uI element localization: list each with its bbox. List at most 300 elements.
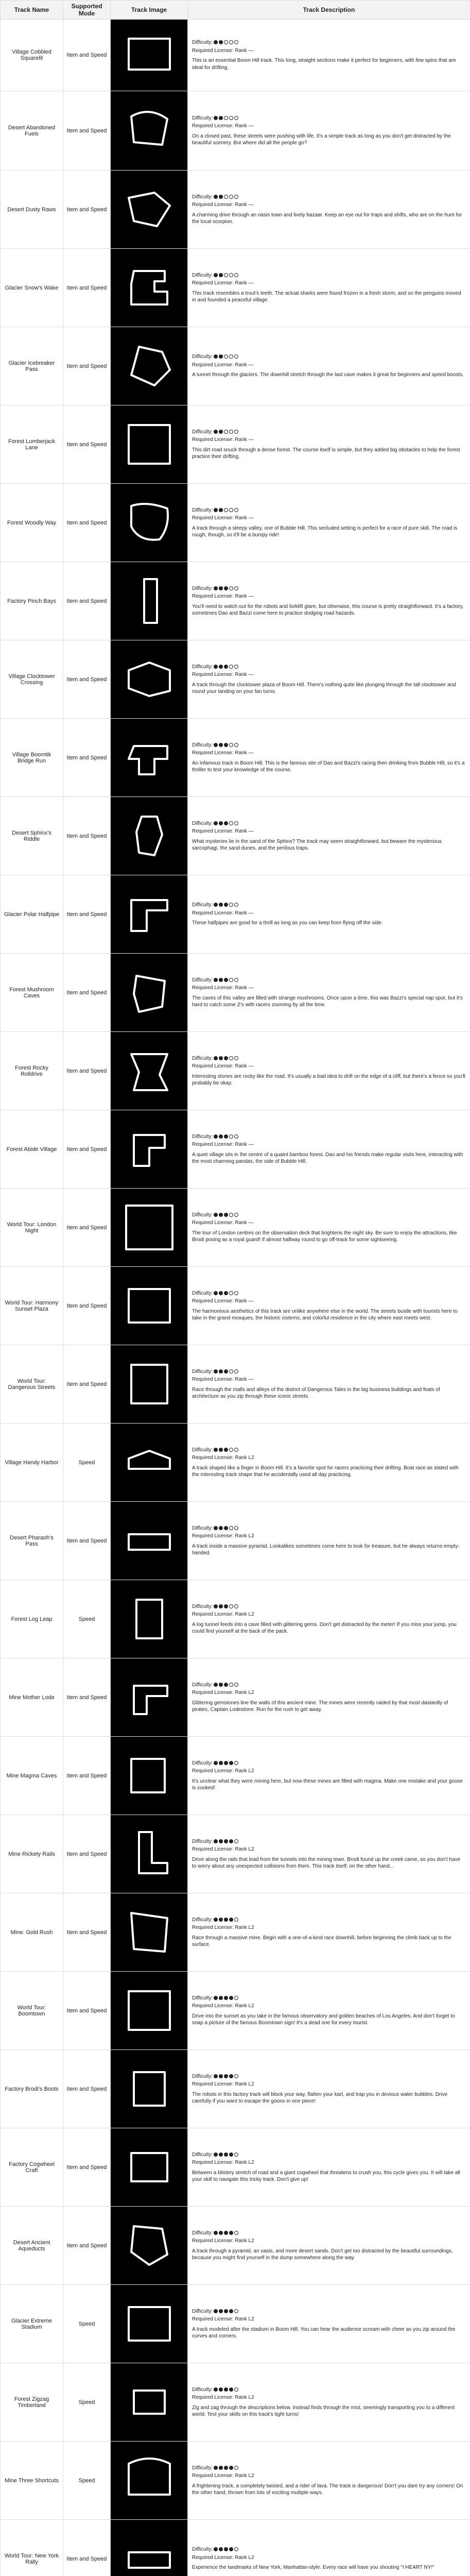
track-blurb: This is an essential Boom Hill track. This long, straight sections make it perfect for beginners, with few spins that are ideal for drifting. [192, 58, 456, 71]
difficulty-dot-icon [229, 1291, 233, 1295]
difficulty-dot-icon [229, 1134, 233, 1139]
difficulty-dot-icon [224, 2309, 228, 2313]
difficulty-dot-icon [214, 586, 218, 590]
track-name: Forest Log Leap [1, 1580, 63, 1658]
difficulty-dot-icon [234, 2153, 238, 2157]
track-mode: Item and Speed [63, 484, 111, 562]
difficulty-label: Difficulty: [192, 585, 213, 591]
difficulty-dot-icon [219, 2547, 223, 2551]
track-mode: Item and Speed [63, 1893, 111, 1972]
difficulty-dot-icon [229, 1996, 233, 2000]
difficulty-dot-icon [214, 430, 218, 434]
track-outline-icon [118, 882, 180, 946]
difficulty-dot-icon [224, 821, 228, 825]
difficulty-label: Difficulty: [192, 1838, 213, 1844]
difficulty-dot-icon [224, 1369, 228, 1374]
difficulty-rating [192, 1447, 466, 1454]
difficulty-dot-icon [219, 195, 223, 199]
track-outline-icon [118, 2057, 180, 2121]
track-description [188, 719, 470, 797]
required-license: Required License: Rank — [192, 750, 254, 756]
track-outline-icon [118, 960, 180, 1025]
required-license: Required License: Rank L2 [192, 1846, 254, 1852]
difficulty-rating [192, 272, 466, 279]
required-license: Required License: Rank — [192, 202, 254, 208]
difficulty-dot-icon [219, 40, 223, 44]
difficulty-dot-icon [224, 2074, 228, 2078]
difficulty-dot-icon [219, 1291, 223, 1295]
track-image [111, 171, 188, 249]
track-outline-icon [118, 490, 180, 555]
track-blurb: On a closed past, these streets were pushing with life. It's a simple track as long as you don't get distracted by the beautiful scenery. But where did all the people go? [192, 133, 451, 146]
track-mode: Item and Speed [63, 249, 111, 327]
difficulty-label: Difficulty: [192, 1995, 213, 2001]
table-row [1, 484, 470, 562]
track-blurb: Race through a massive mine. Begin with a one-of-a-kind race downhill, before beginning the climb back up to the surface. [192, 1935, 451, 1947]
difficulty-dot-icon [224, 354, 228, 359]
track-blurb: These halfpipes are good for a thrill as long as you can keep from flying off the side. [192, 920, 383, 926]
difficulty-label: Difficulty: [192, 2386, 213, 2393]
track-outline-icon [118, 2292, 180, 2356]
track-image [111, 1580, 188, 1658]
table-row [1, 719, 470, 797]
difficulty-dot-icon [214, 1213, 218, 1217]
difficulty-dot-icon [234, 1526, 238, 1530]
difficulty-label: Difficulty: [192, 2151, 213, 2158]
difficulty-dot-icon [234, 1134, 238, 1139]
track-description [188, 1267, 470, 1345]
track-image [111, 405, 188, 484]
track-outline-path [131, 112, 167, 145]
difficulty-dot-icon [214, 821, 218, 825]
track-image [111, 2363, 188, 2442]
table-row [1, 1580, 470, 1658]
track-description [188, 1972, 470, 2050]
header-track-description: Track Description [188, 1, 470, 20]
difficulty-dot-icon [234, 195, 238, 199]
track-image [111, 484, 188, 562]
difficulty-rating [192, 353, 466, 361]
difficulty-dot-icon [234, 2231, 238, 2235]
difficulty-dot-icon [219, 508, 223, 512]
track-mode: Item and Speed [63, 1345, 111, 1423]
difficulty-dot-icon [214, 1839, 218, 1843]
track-outline-path [129, 663, 170, 696]
difficulty-dot-icon [234, 1291, 238, 1295]
track-name: Mine Rickety Rails [1, 1815, 63, 1893]
track-outline-icon [118, 2213, 180, 2278]
difficulty-label: Difficulty: [192, 507, 213, 513]
difficulty-dot-icon [214, 903, 218, 907]
track-description [188, 1815, 470, 1893]
track-mode: Item and Speed [63, 20, 111, 91]
difficulty-dot-icon [229, 1839, 233, 1843]
required-license: Required License: Rank L2 [192, 1455, 254, 1461]
track-blurb: A quiet village sits in the centre of a quaint bamboo forest. Dao and his friends make regular visits here, interacting with the most charming pandas, the side of Bubble Hill. [192, 1151, 463, 1164]
track-description [188, 640, 470, 719]
difficulty-label: Difficulty: [192, 1603, 213, 1609]
track-outline-icon [118, 2527, 180, 2576]
table-row [1, 562, 470, 640]
track-mode: Item and Speed [63, 405, 111, 484]
difficulty-dot-icon [219, 1996, 223, 2000]
difficulty-dot-icon [219, 1056, 223, 1060]
track-blurb: Glittering gemstones line the walls of this ancient mine. The mines were recently raided by that most dastardly of pirates, Captain Lodestone. Run for the rush to get away. [192, 1700, 448, 1713]
difficulty-dot-icon [214, 195, 218, 199]
table-row [1, 2285, 470, 2363]
difficulty-dot-icon [229, 195, 233, 199]
track-outline-icon [118, 1978, 180, 2043]
difficulty-label: Difficulty: [192, 977, 213, 983]
difficulty-dot-icon [219, 354, 223, 359]
track-name: Mine Magma Caves [1, 1737, 63, 1815]
difficulty-dot-icon [214, 116, 218, 120]
track-image [111, 1110, 188, 1189]
track-blurb: The tour of London centres on the observation deck that brightens the night sky. Be sure to enjoy the attractions, like Brodi posing as a royal guard! If almost halfway round to go off-track for some sightseeing. [192, 1230, 457, 1243]
table-row [1, 20, 470, 91]
difficulty-dot-icon [229, 2153, 233, 2157]
required-license: Required License: Rank — [192, 828, 254, 834]
track-image [111, 1267, 188, 1345]
track-description [188, 1580, 470, 1658]
difficulty-dot-icon [214, 40, 218, 44]
track-image [111, 1815, 188, 1893]
track-outline-icon [118, 23, 180, 88]
track-mode: Item and Speed [63, 562, 111, 640]
difficulty-label: Difficulty: [192, 115, 213, 121]
track-mode: Item and Speed [63, 1658, 111, 1737]
difficulty-dot-icon [214, 1918, 218, 1922]
difficulty-label: Difficulty: [192, 272, 213, 278]
track-outline-icon [118, 804, 180, 868]
table-row [1, 1267, 470, 1345]
difficulty-label: Difficulty: [192, 1133, 213, 1140]
track-outline-path [129, 2459, 170, 2495]
track-name: Village Handy Harbor [1, 1423, 63, 1502]
track-outline-icon [118, 1665, 180, 1730]
track-outline-path [131, 1759, 165, 1792]
required-license: Required License: Rank — [192, 515, 254, 521]
track-mode: Item and Speed [63, 2128, 111, 2207]
difficulty-dot-icon [229, 1056, 233, 1060]
track-blurb: Interesting stones are rocky like the road. It's usually a bad idea to drift on the edge of a cliff, but there's a fence so you'll probably be okay. [192, 1073, 465, 1086]
difficulty-dot-icon [224, 40, 228, 44]
track-image [111, 875, 188, 954]
difficulty-dot-icon [224, 430, 228, 434]
table-row [1, 2207, 470, 2285]
track-outline-icon [118, 1039, 180, 1103]
difficulty-dot-icon [229, 430, 233, 434]
difficulty-dot-icon [214, 1369, 218, 1374]
track-image [111, 1423, 188, 1502]
difficulty-dot-icon [219, 1369, 223, 1374]
track-description [188, 327, 470, 405]
difficulty-dot-icon [234, 40, 238, 44]
difficulty-dot-icon [224, 116, 228, 120]
track-outline-icon [118, 334, 180, 398]
difficulty-dot-icon [224, 1604, 228, 1608]
track-name: Factory Pinch Bays [1, 562, 63, 640]
difficulty-label: Difficulty: [192, 2308, 213, 2314]
track-description [188, 1032, 470, 1110]
difficulty-dot-icon [219, 1839, 223, 1843]
track-mode: Item and Speed [63, 91, 111, 171]
difficulty-dot-icon [214, 665, 218, 669]
track-blurb: Drive along the rails that lead from the tunnels into the mining town. Brodi found up the creek came, so you don't have to worry about any unexpected collisions from them. This track itself, on the other hand... [192, 1856, 461, 1869]
difficulty-dot-icon [229, 2074, 233, 2078]
track-outline-icon [118, 1274, 180, 1338]
track-image [111, 2442, 188, 2520]
difficulty-dot-icon [224, 273, 228, 277]
required-license: Required License: Rank — [192, 594, 254, 599]
track-outline-path [129, 1289, 170, 1323]
difficulty-dot-icon [229, 354, 233, 359]
required-license: Required License: Rank — [192, 1063, 254, 1069]
track-name: Desert Sphinx's Riddle [1, 797, 63, 875]
track-outline-path [144, 579, 157, 623]
difficulty-rating [192, 2073, 466, 2080]
track-outline-icon [118, 725, 180, 790]
track-blurb: A tunnel through the glaciers. The downhill stretch through the last cave makes it great for beginners and speed boosts. [192, 372, 464, 378]
track-name: Forest Rocky Rolldrive [1, 1032, 63, 1110]
difficulty-dot-icon [229, 2309, 233, 2313]
track-description [188, 797, 470, 875]
table-row [1, 1345, 470, 1423]
track-outline-path [139, 1832, 167, 1873]
difficulty-rating [192, 2230, 466, 2237]
track-outline-icon [118, 412, 180, 477]
difficulty-label: Difficulty: [192, 664, 213, 670]
difficulty-dot-icon [224, 508, 228, 512]
table-row [1, 1110, 470, 1189]
difficulty-dot-icon [234, 1839, 238, 1843]
difficulty-dot-icon [224, 978, 228, 982]
difficulty-dot-icon [219, 1918, 223, 1922]
track-image [111, 2128, 188, 2207]
track-image [111, 2207, 188, 2285]
difficulty-dot-icon [234, 116, 238, 120]
track-blurb: Between a blistery stretch of road and a giant cogwheel that threatens to crush you, this cycle gives you. It will take all your skill to navigate this tricky track. Don't give up! [192, 2170, 460, 2182]
table-row [1, 2363, 470, 2442]
difficulty-rating [192, 1760, 466, 1767]
difficulty-rating [192, 902, 466, 909]
track-mode: Item and Speed [63, 1737, 111, 1815]
track-image [111, 1189, 188, 1267]
table-row [1, 171, 470, 249]
header-track-name: Track Name [1, 1, 63, 20]
difficulty-dot-icon [224, 1213, 228, 1217]
track-blurb: This dirt road snuck through a dense forest. The course itself is simple, but they added big obstacles to help the forest practice their drifting. [192, 447, 460, 460]
track-outline-icon [118, 647, 180, 711]
difficulty-rating [192, 507, 466, 514]
track-blurb: Race through the malls and alleys of the district of Dangerous Tales in the big business buildings and feats of architecture as you zip through these iconic streets. [192, 1386, 440, 1399]
required-license: Required License: Rank L2 [192, 1925, 254, 1930]
difficulty-dot-icon [224, 2547, 228, 2551]
difficulty-dot-icon [224, 195, 228, 199]
track-image [111, 249, 188, 327]
difficulty-label: Difficulty: [192, 902, 213, 908]
track-image [111, 562, 188, 640]
difficulty-dot-icon [219, 1134, 223, 1139]
track-mode: Item and Speed [63, 954, 111, 1032]
track-outline-path [129, 2552, 170, 2568]
track-outline-path [129, 2307, 170, 2341]
required-license: Required License: Rank L2 [192, 2081, 254, 2087]
track-image [111, 797, 188, 875]
track-mode: Item and Speed [63, 1815, 111, 1893]
difficulty-dot-icon [229, 743, 233, 747]
table-row [1, 954, 470, 1032]
difficulty-dot-icon [229, 1369, 233, 1374]
track-description [188, 2442, 470, 2520]
track-mode: Speed [63, 1580, 111, 1658]
required-license: Required License: Rank L2 [192, 2554, 254, 2561]
required-license: Required License: Rank — [192, 672, 254, 677]
table-row [1, 797, 470, 875]
track-blurb: An infamous track in Boom Hill. This is the famous site of Dao and Bazzi's racing then drinking from Bubble Hill, so it's a thriller to test your knowledge of the course. [192, 760, 465, 773]
track-outline-path [131, 271, 167, 304]
required-license: Required License: Rank L2 [192, 1533, 254, 1539]
required-license: Required License: Rank — [192, 437, 254, 443]
track-outline-icon [118, 98, 180, 163]
difficulty-rating [192, 1603, 466, 1611]
track-name: Glacier Icebreaker Pass [1, 327, 63, 405]
required-license: Required License: Rank L2 [192, 2395, 254, 2400]
difficulty-dot-icon [219, 743, 223, 747]
track-description [188, 2128, 470, 2207]
table-row [1, 1815, 470, 1893]
track-outline-path [129, 1534, 170, 1550]
difficulty-rating [192, 39, 466, 46]
track-description [188, 562, 470, 640]
difficulty-dot-icon [234, 2309, 238, 2313]
difficulty-dot-icon [234, 903, 238, 907]
track-image [111, 327, 188, 405]
track-image [111, 91, 188, 171]
track-outline-icon [118, 1352, 180, 1416]
difficulty-dot-icon [214, 2466, 218, 2470]
difficulty-dot-icon [224, 2231, 228, 2235]
required-license: Required License: Rank L2 [192, 2003, 254, 2009]
table-row [1, 875, 470, 954]
difficulty-dot-icon [219, 273, 223, 277]
track-outline-path [131, 1054, 167, 1090]
difficulty-label: Difficulty: [192, 1368, 213, 1375]
track-description [188, 1189, 470, 1267]
track-outline-icon [118, 1587, 180, 1651]
track-name: Village Cobbled Squarelit [1, 20, 63, 91]
difficulty-dot-icon [224, 586, 228, 590]
difficulty-rating [192, 977, 466, 984]
difficulty-dot-icon [219, 2387, 223, 2392]
difficulty-dot-icon [229, 2466, 233, 2470]
difficulty-dot-icon [229, 903, 233, 907]
required-license: Required License: Rank L2 [192, 2316, 254, 2322]
track-outline-icon [118, 1822, 180, 1886]
table-row [1, 405, 470, 484]
track-mode: Item and Speed [63, 797, 111, 875]
difficulty-label: Difficulty: [192, 1682, 213, 1688]
track-mode: Item and Speed [63, 171, 111, 249]
track-outline-path [131, 1365, 167, 1403]
table-row [1, 2442, 470, 2520]
difficulty-dot-icon [234, 1056, 238, 1060]
track-outline-path [131, 1913, 167, 1952]
difficulty-dot-icon [229, 273, 233, 277]
track-mode: Item and Speed [63, 875, 111, 954]
required-license: Required License: Rank — [192, 985, 254, 991]
difficulty-dot-icon [234, 430, 238, 434]
required-license: Required License: Rank L2 [192, 1612, 254, 1617]
difficulty-dot-icon [224, 1291, 228, 1295]
difficulty-rating [192, 2151, 466, 2159]
track-blurb: A track through the clocktower plaza of Boom Hill. There's nothing quite like plunging through the tall clocktower and round your landing on your fan turns. [192, 682, 456, 694]
track-name: Desert Pharaoh's Pass [1, 1502, 63, 1580]
difficulty-dot-icon [234, 665, 238, 669]
track-description [188, 405, 470, 484]
track-blurb: A frightening track, a completely twisted, and a rider of lava. The track is dangerous! Don't you dare try any corners! On the other hand, thrown from lots of exciting multiple ways. [192, 2483, 463, 2496]
track-name: World Tour: Harmony Sunset Plaza [1, 1267, 63, 1345]
track-description [188, 249, 470, 327]
track-name: Village Boomtik Bridge Run [1, 719, 63, 797]
track-name: Desert Abandoned Fuels [1, 91, 63, 171]
required-license: Required License: Rank L2 [192, 1768, 254, 1774]
difficulty-dot-icon [234, 1369, 238, 1374]
track-mode: Speed [63, 2285, 111, 2363]
difficulty-dot-icon [229, 665, 233, 669]
track-outline-icon [118, 569, 180, 633]
track-blurb: A charming drive through an oasis town and lively bazaar. Keep an eye out for traps and shifts, who are on the hunt for the local scorpion. [192, 212, 462, 225]
difficulty-dot-icon [224, 1996, 228, 2000]
track-description [188, 91, 470, 171]
difficulty-dot-icon [219, 1761, 223, 1765]
table-row [1, 1032, 470, 1110]
track-blurb: Drive into the sunset as you take in the famous observatory and golden beaches of Los Angeles. And don't forget to snap a picture of the famous Boomtown sign! It's a dead one for every tourist. [192, 2013, 455, 2026]
difficulty-dot-icon [224, 1761, 228, 1765]
track-image [111, 2520, 188, 2576]
difficulty-label: Difficulty: [192, 820, 213, 826]
track-outline-path [129, 425, 170, 464]
track-image [111, 1658, 188, 1737]
difficulty-rating [192, 1917, 466, 1924]
difficulty-dot-icon [219, 2466, 223, 2470]
difficulty-dot-icon [224, 1056, 228, 1060]
difficulty-dot-icon [234, 354, 238, 359]
track-mode: Item and Speed [63, 2207, 111, 2285]
difficulty-dot-icon [224, 1526, 228, 1530]
track-name: Village Clocktower Crossing [1, 640, 63, 719]
track-outline-path [126, 1206, 172, 1249]
track-name: Forest Lumberjack Lane [1, 405, 63, 484]
track-image [111, 1032, 188, 1110]
difficulty-dot-icon [219, 903, 223, 907]
difficulty-dot-icon [229, 40, 233, 44]
difficulty-dot-icon [219, 2074, 223, 2078]
track-description [188, 1502, 470, 1580]
difficulty-rating [192, 742, 466, 749]
track-blurb: The caves of this valley are filled with strange mushrooms. Once upon a time, this was Bazzi's special nap spot, but it's hard to catch some Z's with racers zooming by all the time. [192, 995, 463, 1008]
track-mode: Speed [63, 2442, 111, 2520]
difficulty-dot-icon [214, 2387, 218, 2392]
track-description [188, 2207, 470, 2285]
track-blurb: Experience the landmarks of New York, Manhattan-style. Every race will have you shouting "I HEART NY!" [192, 2565, 434, 2571]
track-name: World Tour: Dangerous Streets [1, 1345, 63, 1423]
track-outline-path [134, 1686, 167, 1714]
table-row [1, 1502, 470, 1580]
required-license: Required License: Rank — [192, 47, 254, 54]
track-outline-path [136, 1600, 162, 1638]
difficulty-dot-icon [234, 743, 238, 747]
